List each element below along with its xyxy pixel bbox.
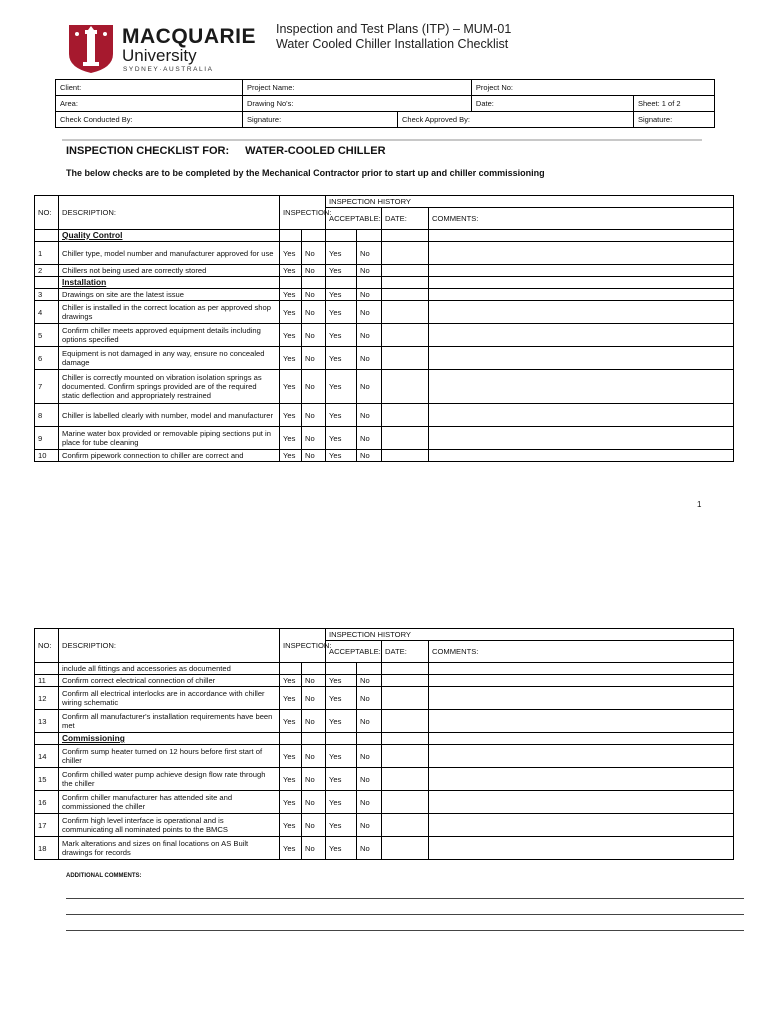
section-title: Installation xyxy=(59,277,280,289)
inspection-no[interactable]: No xyxy=(302,675,326,687)
acceptable-yes[interactable]: Yes xyxy=(326,370,357,404)
comments-cell[interactable] xyxy=(429,687,734,710)
table-row xyxy=(35,242,734,265)
table-row xyxy=(35,404,734,427)
comments-cell[interactable] xyxy=(429,710,734,733)
inspection-no[interactable]: No xyxy=(302,687,326,710)
item-number: 10 xyxy=(35,450,59,462)
date-cell[interactable] xyxy=(382,791,429,814)
item-number: 2 xyxy=(35,265,59,277)
comments-cell[interactable] xyxy=(429,450,734,462)
acceptable-yes[interactable]: Yes xyxy=(326,768,357,791)
inspection-yes[interactable]: Yes xyxy=(280,347,302,370)
acceptable-yes[interactable]: Yes xyxy=(326,710,357,733)
item-description: Chillers not being used are correctly stored xyxy=(59,265,280,277)
item-number: 13 xyxy=(35,710,59,733)
comments-cell[interactable] xyxy=(429,745,734,768)
col-header-no: NO: xyxy=(35,629,59,663)
inspection-yes[interactable]: Yes xyxy=(280,768,302,791)
client-field[interactable]: Client: xyxy=(56,80,243,96)
acceptable-yes[interactable]: Yes xyxy=(326,791,357,814)
acceptable-yes[interactable]: Yes xyxy=(326,675,357,687)
table-row xyxy=(35,265,734,277)
inspection-no[interactable]: No xyxy=(302,242,326,265)
checklist-table-page1 xyxy=(34,195,734,462)
acceptable-yes[interactable]: Yes xyxy=(326,450,357,462)
inspection-no[interactable]: No xyxy=(302,791,326,814)
divider xyxy=(62,139,702,141)
section-title: Commissioning xyxy=(59,733,280,745)
inspection-yes[interactable]: Yes xyxy=(280,301,302,324)
comments-cell[interactable] xyxy=(429,347,734,370)
col-header-description: DESCRIPTION: xyxy=(59,196,280,230)
inspection-no[interactable]: No xyxy=(302,265,326,277)
item-number: 15 xyxy=(35,768,59,791)
item-description: Confirm correct electrical connection of chiller xyxy=(59,675,280,687)
inspection-no[interactable]: No xyxy=(302,710,326,733)
check-approved-by-field[interactable]: Check Approved By: xyxy=(398,112,634,128)
date-cell[interactable] xyxy=(382,324,429,347)
item-description: Confirm sump heater turned on 12 hours before first start of chiller xyxy=(59,745,280,768)
acceptable-no[interactable]: No xyxy=(357,687,382,710)
inspection-no[interactable]: No xyxy=(302,768,326,791)
col-header-inspection: INSPECTION: xyxy=(280,629,326,663)
acceptable-yes[interactable]: Yes xyxy=(326,324,357,347)
inspection-yes[interactable]: Yes xyxy=(280,837,302,860)
item-number: 16 xyxy=(35,791,59,814)
signature-field-2[interactable]: Signature: xyxy=(634,112,715,128)
inspection-no[interactable]: No xyxy=(302,814,326,837)
acceptable-no[interactable]: No xyxy=(357,289,382,301)
inspection-yes[interactable]: Yes xyxy=(280,404,302,427)
item-description: Chiller is correctly mounted on vibration isolation springs as documented. Confirm springs provided are of the required static deflection and appropriately restrained xyxy=(59,370,280,404)
comment-line-1[interactable] xyxy=(66,898,744,899)
table-row xyxy=(35,427,734,450)
item-description: Confirm chiller manufacturer has attended site and commissioned the chiller xyxy=(59,791,280,814)
comments-cell[interactable] xyxy=(429,427,734,450)
inspection-yes[interactable]: Yes xyxy=(280,710,302,733)
inspection-no[interactable]: No xyxy=(302,301,326,324)
date-cell[interactable] xyxy=(382,745,429,768)
acceptable-yes[interactable]: Yes xyxy=(326,289,357,301)
comments-cell[interactable] xyxy=(429,404,734,427)
comments-cell[interactable] xyxy=(429,791,734,814)
macquarie-logo xyxy=(68,24,256,74)
comments-cell[interactable] xyxy=(429,768,734,791)
check-conducted-by-field[interactable]: Check Conducted By: xyxy=(56,112,243,128)
acceptable-no[interactable]: No xyxy=(357,675,382,687)
acceptable-no[interactable]: No xyxy=(357,791,382,814)
acceptable-yes[interactable]: Yes xyxy=(326,347,357,370)
table-row xyxy=(35,301,734,324)
area-field[interactable]: Area: xyxy=(56,96,243,112)
acceptable-yes[interactable]: Yes xyxy=(326,301,357,324)
acceptable-no[interactable]: No xyxy=(357,265,382,277)
table-row xyxy=(35,324,734,347)
comment-line-2[interactable] xyxy=(66,914,744,915)
item-description: Chiller is installed in the correct location as per approved shop drawings xyxy=(59,301,280,324)
checklist-heading-subject: WATER-COOLED CHILLER xyxy=(245,145,386,157)
inspection-yes[interactable]: Yes xyxy=(280,324,302,347)
acceptable-no[interactable]: No xyxy=(357,450,382,462)
page-number: 1 xyxy=(697,500,702,509)
item-number: 1 xyxy=(35,242,59,265)
item-number: 8 xyxy=(35,404,59,427)
date-cell[interactable] xyxy=(382,347,429,370)
acceptable-yes[interactable]: Yes xyxy=(326,814,357,837)
date-cell[interactable] xyxy=(382,265,429,277)
table-row xyxy=(35,675,734,687)
col-header-description: DESCRIPTION: xyxy=(59,629,280,663)
date-cell[interactable] xyxy=(382,301,429,324)
inspection-yes[interactable]: Yes xyxy=(280,791,302,814)
acceptable-no[interactable]: No xyxy=(357,814,382,837)
table-row xyxy=(35,687,734,710)
inspection-yes[interactable]: Yes xyxy=(280,289,302,301)
date-cell[interactable] xyxy=(382,289,429,301)
item-description: Equipment is not damaged in any way, ensure no concealed damage xyxy=(59,347,280,370)
acceptable-yes[interactable]: Yes xyxy=(326,242,357,265)
date-cell[interactable] xyxy=(382,814,429,837)
comments-cell[interactable] xyxy=(429,301,734,324)
col-header-no: NO: xyxy=(35,196,59,230)
inspection-no[interactable]: No xyxy=(302,745,326,768)
document-title-line1: Inspection and Test Plans (ITP) – MUM-01 xyxy=(276,22,512,36)
item-number: 6 xyxy=(35,347,59,370)
sheet-field: Sheet: 1 of 2 xyxy=(634,96,715,112)
inspection-yes[interactable]: Yes xyxy=(280,242,302,265)
table-row xyxy=(35,814,734,837)
inspection-yes[interactable]: Yes xyxy=(280,814,302,837)
table-row xyxy=(35,289,734,301)
inspection-yes[interactable]: Yes xyxy=(280,427,302,450)
date-field[interactable]: Date: xyxy=(471,96,633,112)
date-cell[interactable] xyxy=(382,450,429,462)
col-header-inspection-history: INSPECTION HISTORY xyxy=(326,196,734,208)
acceptable-yes[interactable]: Yes xyxy=(326,837,357,860)
inspection-yes[interactable]: Yes xyxy=(280,265,302,277)
item-description: Chiller type, model number and manufacturer approved for use xyxy=(59,242,280,265)
table-row xyxy=(35,710,734,733)
additional-comments-label: ADDITIONAL COMMENTS: xyxy=(66,873,142,879)
section-header-row xyxy=(35,230,734,242)
item-description: Confirm chilled water pump achieve design flow rate through the chiller xyxy=(59,768,280,791)
item-description: Marine water box provided or removable piping sections put in place for tube cleaning xyxy=(59,427,280,450)
brand-subword: University xyxy=(122,46,197,65)
date-cell[interactable] xyxy=(382,675,429,687)
brand-wordmark: MACQUARIE xyxy=(122,25,256,48)
date-cell[interactable] xyxy=(382,768,429,791)
table-row xyxy=(35,450,734,462)
inspection-yes[interactable]: Yes xyxy=(280,370,302,404)
project-name-field[interactable]: Project Name: xyxy=(243,80,472,96)
inspection-no[interactable]: No xyxy=(302,370,326,404)
comments-cell[interactable] xyxy=(429,265,734,277)
section-header-row xyxy=(35,733,734,745)
acceptable-yes[interactable]: Yes xyxy=(326,265,357,277)
col-header-date: DATE: xyxy=(382,641,429,663)
inspection-no[interactable]: No xyxy=(302,324,326,347)
checklist-heading xyxy=(66,145,386,157)
date-cell[interactable] xyxy=(382,427,429,450)
comments-cell[interactable] xyxy=(429,370,734,404)
acceptable-no[interactable]: No xyxy=(357,427,382,450)
acceptable-no[interactable]: No xyxy=(357,745,382,768)
item-number: 5 xyxy=(35,324,59,347)
date-cell[interactable] xyxy=(382,837,429,860)
comments-cell[interactable] xyxy=(429,324,734,347)
col-header-comments: COMMENTS: xyxy=(429,641,734,663)
comments-cell[interactable] xyxy=(429,837,734,860)
item-number: 14 xyxy=(35,745,59,768)
table-row xyxy=(35,768,734,791)
item-description: Confirm chiller meets approved equipment details including options specified xyxy=(59,324,280,347)
item-number: 7 xyxy=(35,370,59,404)
comments-cell[interactable] xyxy=(429,289,734,301)
date-cell[interactable] xyxy=(382,710,429,733)
date-cell[interactable] xyxy=(382,687,429,710)
acceptable-yes[interactable]: Yes xyxy=(326,404,357,427)
inspection-no[interactable]: No xyxy=(302,427,326,450)
acceptable-no[interactable]: No xyxy=(357,324,382,347)
checklist-heading-label: INSPECTION CHECKLIST FOR: xyxy=(66,145,230,157)
table-row xyxy=(35,347,734,370)
signature-field-1[interactable]: Signature: xyxy=(243,112,398,128)
item-number: 4 xyxy=(35,301,59,324)
table-row xyxy=(35,745,734,768)
project-no-field[interactable]: Project No: xyxy=(471,80,714,96)
item-number: 3 xyxy=(35,289,59,301)
item-description: Confirm all manufacturer's installation requirements have been met xyxy=(59,710,280,733)
acceptable-yes[interactable]: Yes xyxy=(326,687,357,710)
inspection-yes[interactable]: Yes xyxy=(280,745,302,768)
item-description: Drawings on site are the latest issue xyxy=(59,289,280,301)
checklist-table-page2 xyxy=(34,628,734,860)
item-number: 12 xyxy=(35,687,59,710)
acceptable-no[interactable]: No xyxy=(357,301,382,324)
inspection-yes[interactable]: Yes xyxy=(280,675,302,687)
col-header-acceptable: ACCEPTABLE: xyxy=(326,208,382,230)
comments-cell[interactable] xyxy=(429,242,734,265)
table-row xyxy=(35,837,734,860)
comments-cell[interactable] xyxy=(429,814,734,837)
item-number: 17 xyxy=(35,814,59,837)
section-title: Quality Control xyxy=(59,230,280,242)
col-header-inspection-history: INSPECTION HISTORY xyxy=(326,629,734,641)
inspection-no[interactable]: No xyxy=(302,450,326,462)
inspection-no[interactable]: No xyxy=(302,347,326,370)
comments-cell[interactable] xyxy=(429,675,734,687)
acceptable-no[interactable]: No xyxy=(357,768,382,791)
inspection-yes[interactable]: Yes xyxy=(280,450,302,462)
item-number: 11 xyxy=(35,675,59,687)
inspection-no[interactable]: No xyxy=(302,404,326,427)
table-row xyxy=(35,663,734,675)
acceptable-no[interactable]: No xyxy=(357,404,382,427)
comment-line-3[interactable] xyxy=(66,930,744,931)
date-cell[interactable] xyxy=(382,370,429,404)
checklist-instructions: The below checks are to be completed by the Mechanical Contractor prior to start up and chiller commissioning xyxy=(66,168,545,178)
table-row xyxy=(35,370,734,404)
inspection-no[interactable]: No xyxy=(302,289,326,301)
continuation-text: include all fittings and accessories as documented xyxy=(59,663,280,675)
item-number: 9 xyxy=(35,427,59,450)
item-description: Chiller is labelled clearly with number, model and manufacturer xyxy=(59,404,280,427)
col-header-inspection: INSPECTION: xyxy=(280,196,326,230)
university-crest-icon xyxy=(68,24,114,74)
document-title xyxy=(276,22,511,52)
table-row xyxy=(35,791,734,814)
brand-location: SYDNEY·AUSTRALIA xyxy=(123,66,214,73)
document-title-line2: Water Cooled Chiller Installation Checklist xyxy=(276,37,509,51)
project-info-table xyxy=(55,79,715,128)
col-header-acceptable: ACCEPTABLE: xyxy=(326,641,382,663)
acceptable-yes[interactable]: Yes xyxy=(326,745,357,768)
section-header-row xyxy=(35,277,734,289)
acceptable-yes[interactable]: Yes xyxy=(326,427,357,450)
col-header-date: DATE: xyxy=(382,208,429,230)
inspection-no[interactable]: No xyxy=(302,837,326,860)
acceptable-no[interactable]: No xyxy=(357,710,382,733)
acceptable-no[interactable]: No xyxy=(357,370,382,404)
col-header-comments: COMMENTS: xyxy=(429,208,734,230)
date-cell[interactable] xyxy=(382,242,429,265)
acceptable-no[interactable]: No xyxy=(357,837,382,860)
date-cell[interactable] xyxy=(382,404,429,427)
item-description: Confirm all electrical interlocks are in accordance with chiller wiring schematic xyxy=(59,687,280,710)
item-description: Mark alterations and sizes on final locations on AS Built drawings for records xyxy=(59,837,280,860)
acceptable-no[interactable]: No xyxy=(357,347,382,370)
item-number: 18 xyxy=(35,837,59,860)
item-description: Confirm high level interface is operational and is communicating all nominated points to the BMCS xyxy=(59,814,280,837)
drawing-nos-field[interactable]: Drawing No's: xyxy=(243,96,472,112)
item-description: Confirm pipework connection to chiller are correct and xyxy=(59,450,280,462)
acceptable-no[interactable]: No xyxy=(357,242,382,265)
inspection-yes[interactable]: Yes xyxy=(280,687,302,710)
